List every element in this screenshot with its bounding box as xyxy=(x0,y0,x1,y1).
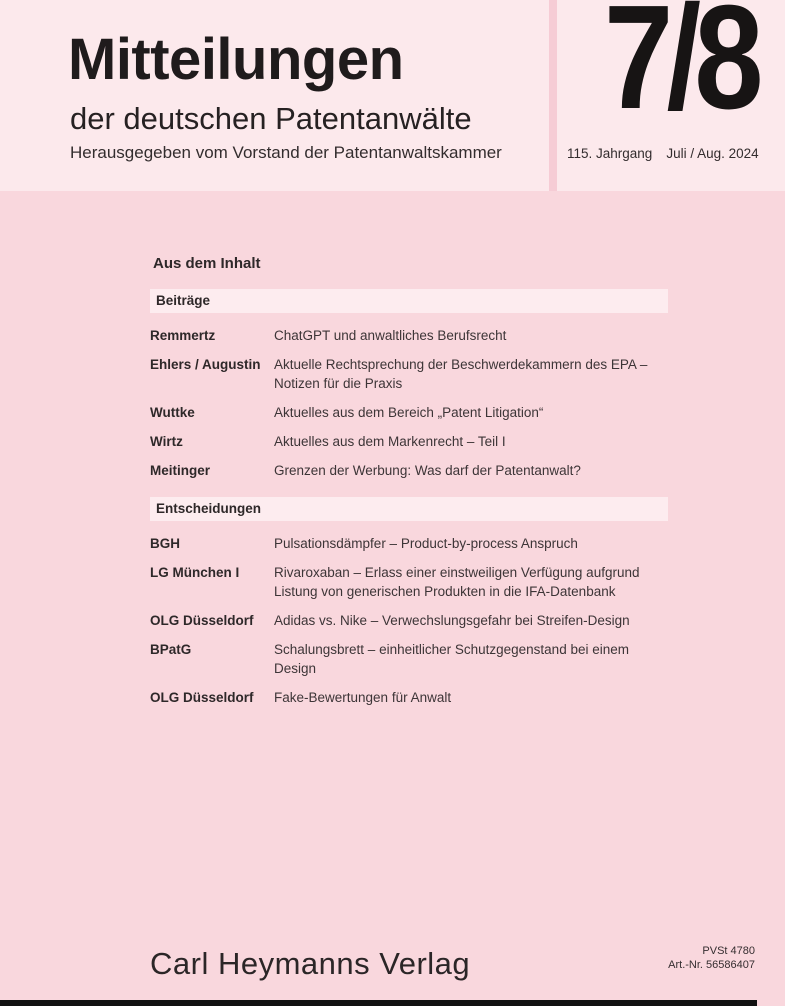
toc-author: Remmertz xyxy=(150,328,216,343)
toc-title: Schalungsbrett – einheitlicher Schutzgegenstand bei einem Design xyxy=(274,642,629,676)
volume-label: 115. Jahrgang xyxy=(567,146,653,161)
masthead-left-panel xyxy=(0,0,549,191)
toc-court: BGH xyxy=(150,536,180,551)
issue-meta xyxy=(567,146,759,161)
toc-title: Aktuelles aus dem Markenrecht – Teil I xyxy=(274,434,506,449)
section-label: Beiträge xyxy=(156,293,211,308)
journal-subtitle: der deutschen Patentanwälte xyxy=(70,101,472,136)
toc-court: OLG Düsseldorf xyxy=(150,690,254,705)
toc-rows-entscheidungen xyxy=(150,534,668,707)
toc-court: LG München I xyxy=(150,565,240,580)
toc-author: Wirtz xyxy=(150,434,183,449)
toc-heading: Aus dem Inhalt xyxy=(153,255,261,272)
toc-court: OLG Düsseldorf xyxy=(150,613,254,628)
toc-row xyxy=(150,326,668,345)
article-number: Art.-Nr. 56586407 xyxy=(668,959,755,971)
section-band-entscheidungen xyxy=(150,497,668,521)
pvst-number: PVSt 4780 xyxy=(702,945,755,957)
section-label: Entscheidungen xyxy=(156,501,262,516)
toc-row xyxy=(150,640,668,678)
postal-info xyxy=(668,944,755,972)
page-edge-strip xyxy=(0,1000,757,1006)
table-of-contents xyxy=(150,255,668,717)
toc-court: BPatG xyxy=(150,642,192,657)
toc-title: Pulsationsdämpfer – Product-by-process Anspruch xyxy=(274,536,578,551)
toc-author: Wuttke xyxy=(150,405,195,420)
toc-title: Grenzen der Werbung: Was darf der Patentanwalt? xyxy=(274,463,581,478)
toc-row xyxy=(150,534,668,553)
journal-title: Mitteilungen xyxy=(68,27,404,92)
publisher-name: Carl Heymanns Verlag xyxy=(150,946,471,981)
toc-author: Meitinger xyxy=(150,463,211,478)
toc-title: Aktuelles aus dem Bereich „Patent Litigation“ xyxy=(274,405,544,420)
toc-title: Rivaroxaban – Erlass einer einstweiligen Verfügung aufgrund Listung von generischen Produkten in die IFA-Datenbank xyxy=(274,565,640,599)
issue-date: Juli / Aug. 2024 xyxy=(666,146,759,161)
toc-row xyxy=(150,403,668,422)
toc-title: ChatGPT und anwaltliches Berufsrecht xyxy=(274,328,507,343)
toc-row xyxy=(150,355,668,393)
toc-rows-beitraege xyxy=(150,326,668,480)
toc-row xyxy=(150,611,668,630)
section-band-beitraege xyxy=(150,289,668,313)
toc-author: Ehlers / Augustin xyxy=(150,357,261,372)
toc-title: Fake-Bewertungen für Anwalt xyxy=(274,690,452,705)
toc-title: Adidas vs. Nike – Verwechslungsgefahr bei Streifen-Design xyxy=(274,613,630,628)
toc-row xyxy=(150,563,668,601)
toc-row xyxy=(150,461,668,480)
publisher-line: Herausgegeben vom Vorstand der Patentanwaltskammer xyxy=(70,143,502,162)
toc-row xyxy=(150,432,668,451)
toc-title: Aktuelle Rechtsprechung der Beschwerdekammern des EPA – Notizen für die Praxis xyxy=(274,357,648,391)
issue-number: 7/8 xyxy=(604,0,757,140)
toc-row xyxy=(150,688,668,707)
masthead-divider xyxy=(549,0,557,191)
